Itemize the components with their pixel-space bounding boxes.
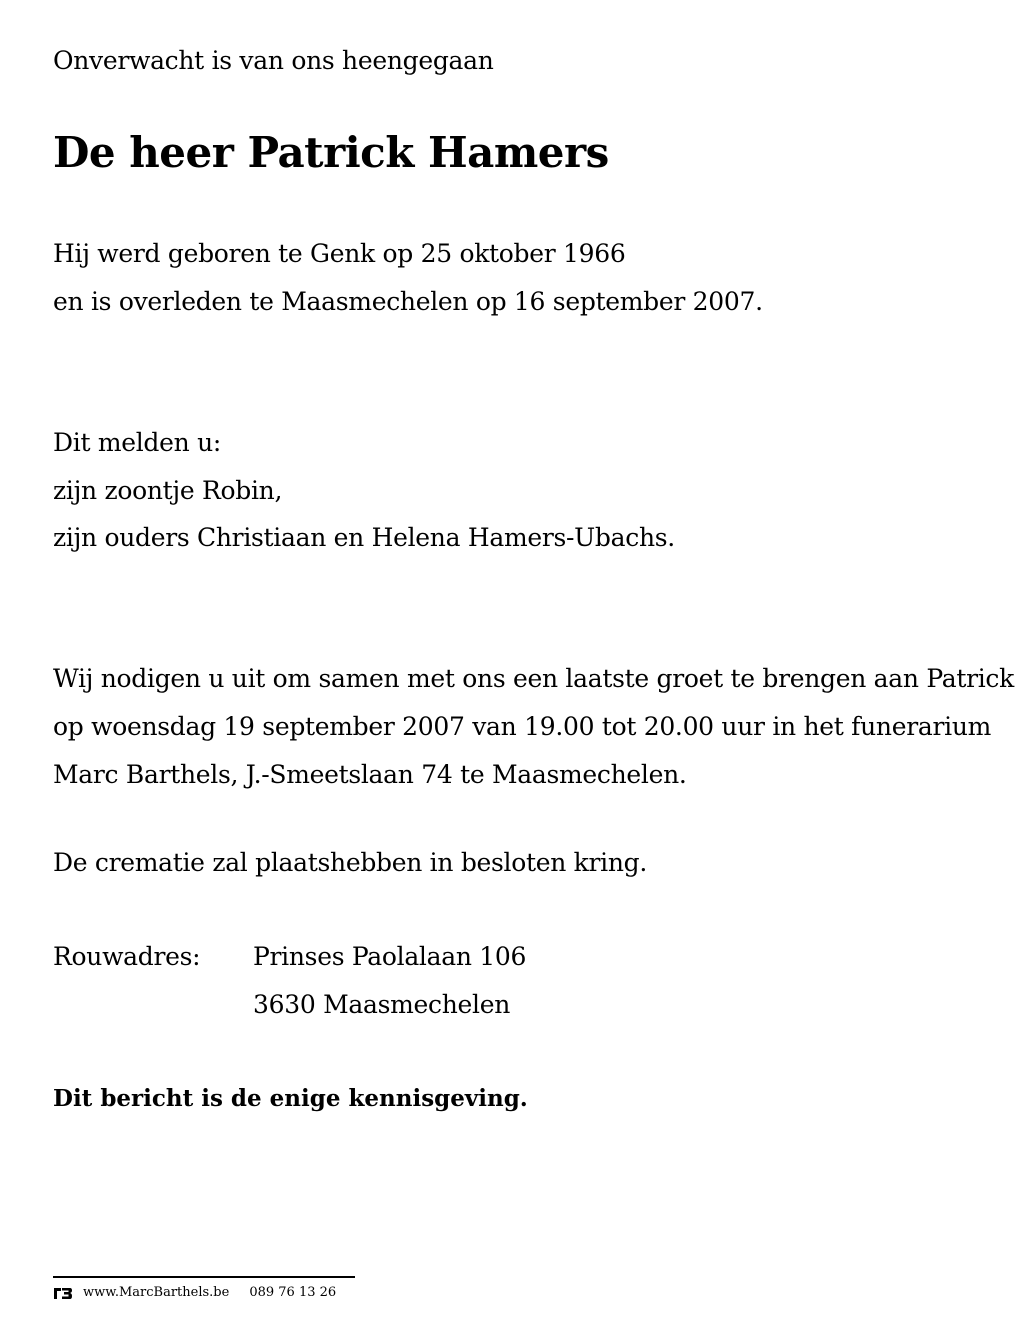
website-link[interactable]: www.MarcBarthels.be	[83, 1285, 230, 1300]
announcer-line: zijn ouders Christiaan en Helena Hamers-Ubachs.	[53, 523, 675, 552]
deceased-name: De heer Patrick Hamers	[53, 128, 609, 177]
address-label: Rouwadres:	[53, 942, 201, 971]
intro-text: Onverwacht is van ons heengegaan	[53, 46, 494, 75]
closing-statement: Dit bericht is de enige kennisgeving.	[53, 1085, 528, 1112]
invitation-line: Wij nodigen u uit om samen met ons een laatste groet te brengen aan Patrick	[53, 664, 1014, 693]
address-street: Prinses Paolalaan 106	[253, 942, 527, 971]
death-line: en is overleden te Maasmechelen op 16 september 2007.	[53, 287, 763, 316]
mb-logo-icon	[53, 1286, 73, 1300]
announcers-heading: Dit melden u:	[53, 428, 221, 457]
announcer-line: zijn zoontje Robin,	[53, 476, 283, 505]
footer	[53, 1276, 355, 1301]
birth-line: Hij werd geboren te Genk op 25 oktober 1966	[53, 239, 626, 268]
invitation-line: Marc Barthels, J.-Smeetslaan 74 te Maasmechelen.	[53, 760, 687, 789]
invitation-line: op woensdag 19 september 2007 van 19.00 tot 20.00 uur in het funerarium	[53, 712, 992, 741]
address-city: 3630 Maasmechelen	[253, 990, 510, 1019]
phone-number: 089 76 13 26	[249, 1285, 337, 1300]
cremation-text: De crematie zal plaatshebben in besloten kring.	[53, 848, 648, 877]
marc-barthels-logo	[53, 1286, 73, 1300]
